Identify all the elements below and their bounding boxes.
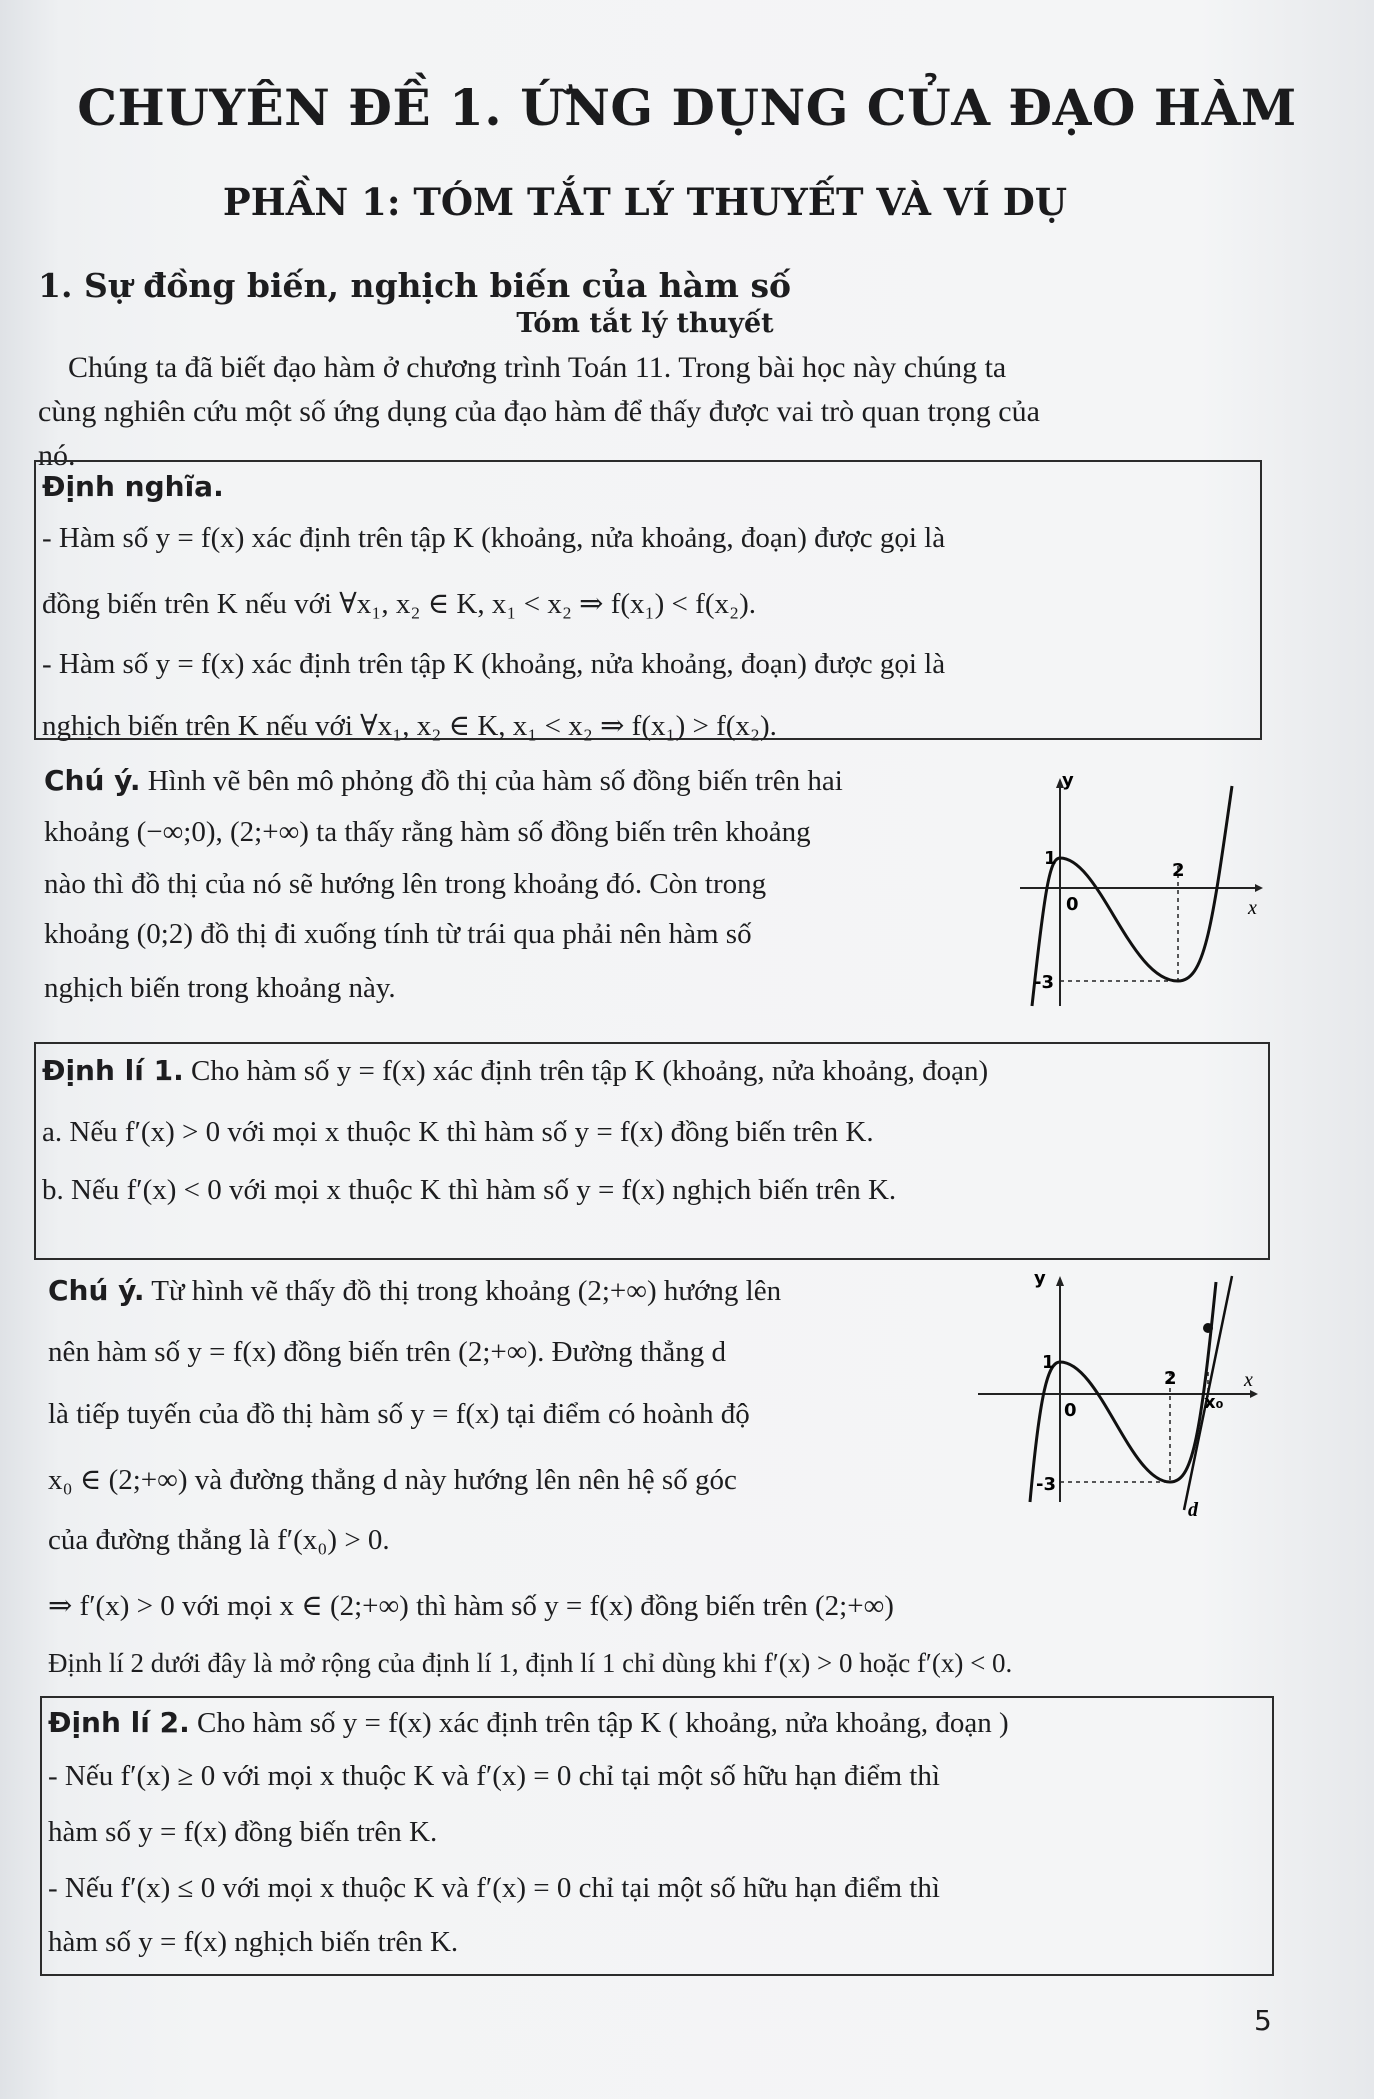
note2-line-2: nên hàm số y = f(x) đồng biến trên (2;+∞). Đường thẳng d [48, 1336, 727, 1368]
note2-line-5: của đường thẳng là f′(x₀) > 0. [48, 1524, 390, 1556]
graph1-x-tick-label: 2 [1172, 860, 1185, 881]
graph1-x-arrow [1255, 884, 1263, 892]
note2-line-4: x₀ ∈ (2;+∞) và đường thẳng d này hướng lên nên hệ số góc [48, 1464, 737, 1496]
graph2-y-max-label: 1 [1042, 1352, 1055, 1373]
note1-label: Chú ý. [44, 764, 141, 797]
graph1-y-max-label: 1 [1044, 848, 1057, 869]
intro-line-2: cùng nghiên cứu một số ứng dụng của đạo hàm để thấy được vai trò quan trọng của [38, 395, 1040, 428]
definition-line-2: đồng biến trên K nếu với ∀x₁, x₂ ∈ K, x₁ < x₂ ⇒ f(x₁) < f(x₂). [42, 588, 756, 620]
theorem2-line-2: - Nếu f′(x) ≥ 0 với mọi x thuộc K và f′(x) = 0 chỉ tại một số hữu hạn điểm thì [48, 1760, 940, 1792]
part-title: PHẦN 1: TÓM TẮT LÝ THUYẾT VÀ VÍ DỤ [222, 180, 1068, 224]
graph2-curve [1030, 1282, 1216, 1502]
theorem2-line-4: - Nếu f′(x) ≤ 0 với mọi x thuộc K và f′(x) = 0 chỉ tại một số hữu hạn điểm thì [48, 1872, 940, 1904]
theorem2-label: Định lí 2. [48, 1706, 190, 1739]
intro-line-3: nó. [38, 439, 76, 472]
graph2-y-arrow [1056, 1276, 1064, 1286]
note2-line-6: ⇒ f′(x) > 0 với mọi x ∈ (2;+∞) thì hàm số y = f(x) đồng biến trên (2;+∞) [48, 1590, 894, 1622]
intro-paragraph [38, 346, 1260, 478]
theorem2-text-1: Cho hàm số y = f(x) xác định trên tập K ( khoảng, nửa khoảng, đoạn ) [189, 1707, 1009, 1739]
definition-line-4: nghịch biến trên K nếu với ∀x₁, x₂ ∈ K, x₁ < x₂ ⇒ f(x₁) > f(x₂). [42, 710, 777, 742]
note2-text-1: Từ hình vẽ thấy đồ thị trong khoảng (2;+∞) hướng lên [144, 1275, 782, 1307]
graph1-curve [1032, 786, 1232, 1006]
theorem2-box [40, 1696, 1274, 1976]
intro-line-1: Chúng ta đã biết đạo hàm ở chương trình Toán 11. Trong bài học này chúng ta [68, 351, 1007, 384]
graph1-y-min-label: -3 [1034, 972, 1054, 993]
definition-box [34, 460, 1262, 740]
graph2-x-tick-label: 2 [1164, 1368, 1177, 1389]
graph2-y-label: y [1034, 1268, 1046, 1289]
note1-line-5: nghịch biến trong khoảng này. [44, 972, 396, 1004]
note2-line-3: là tiếp tuyến của đồ thị hàm số y = f(x) tại điểm có hoành độ [48, 1398, 750, 1430]
definition-label: Định nghĩa. [42, 470, 224, 503]
theorem2-line-5: hàm số y = f(x) nghịch biến trên K. [48, 1926, 459, 1958]
graph2-origin-label: 0 [1064, 1400, 1077, 1421]
graph2-tangent-point [1203, 1323, 1213, 1333]
graph1-x-label: x [1248, 897, 1257, 919]
theorem1-box [34, 1042, 1270, 1260]
theorem1-label: Định lí 1. [42, 1054, 184, 1087]
graph2-y-min-label: -3 [1036, 1474, 1056, 1495]
graph2-x-label: x [1244, 1369, 1253, 1391]
graph2-x0-label: x₀ [1204, 1392, 1224, 1413]
graph2-tangent-label: d [1188, 1499, 1198, 1521]
note1-line-1 [44, 764, 843, 798]
graph-2 [970, 1262, 1270, 1524]
graph-1 [1000, 766, 1270, 1016]
theorem2-line-1 [48, 1706, 1009, 1740]
note2-label: Chú ý. [48, 1274, 145, 1307]
note2-line-1 [48, 1274, 781, 1308]
theorem1-line-3: b. Nếu f′(x) < 0 với mọi x thuộc K thì hàm số y = f(x) nghịch biến trên K. [42, 1174, 897, 1206]
definition-line-3: - Hàm số y = f(x) xác định trên tập K (khoảng, nửa khoảng, đoạn) được gọi là [42, 648, 946, 680]
definition-line-1: - Hàm số y = f(x) xác định trên tập K (khoảng, nửa khoảng, đoạn) được gọi là [42, 522, 946, 554]
note1-line-2: khoảng (−∞;0), (2;+∞) ta thấy rằng hàm số đồng biến trên khoảng [44, 816, 811, 848]
page-title: CHUYÊN ĐỀ 1. ỨNG DỤNG CỦA ĐẠO HÀM [77, 78, 1297, 137]
theorem2-line-3: hàm số y = f(x) đồng biến trên K. [48, 1816, 438, 1848]
theorem1-line-1 [42, 1054, 988, 1088]
graph2-x-arrow [1250, 1390, 1258, 1398]
graph1-origin-label: 0 [1066, 894, 1079, 915]
graph1-y-label: y [1062, 770, 1074, 791]
note1-line-4: khoảng (0;2) đồ thị đi xuống tính từ trái qua phải nên hàm số [44, 918, 752, 950]
theorem1-text-1: Cho hàm số y = f(x) xác định trên tập K (khoảng, nửa khoảng, đoạn) [183, 1055, 989, 1087]
note1-text-1: Hình vẽ bên mô phỏng đồ thị của hàm số đồng biến trên hai [140, 765, 843, 797]
section-subheading: Tóm tắt lý thuyết [516, 308, 774, 339]
theorem1-line-2: a. Nếu f′(x) > 0 với mọi x thuộc K thì hàm số y = f(x) đồng biến trên K. [42, 1116, 874, 1148]
note2-line-7: Định lí 2 dưới đây là mở rộng của định lí 1, định lí 1 chỉ dùng khi f′(x) > 0 hoặc f′(x) < 0. [48, 1648, 1013, 1678]
page-number: 5 [1254, 2004, 1272, 2037]
note1-line-3: nào thì đồ thị của nó sẽ hướng lên trong khoảng đó. Còn trong [44, 868, 767, 900]
section-heading: 1. Sự đồng biến, nghịch biến của hàm số [38, 266, 792, 305]
